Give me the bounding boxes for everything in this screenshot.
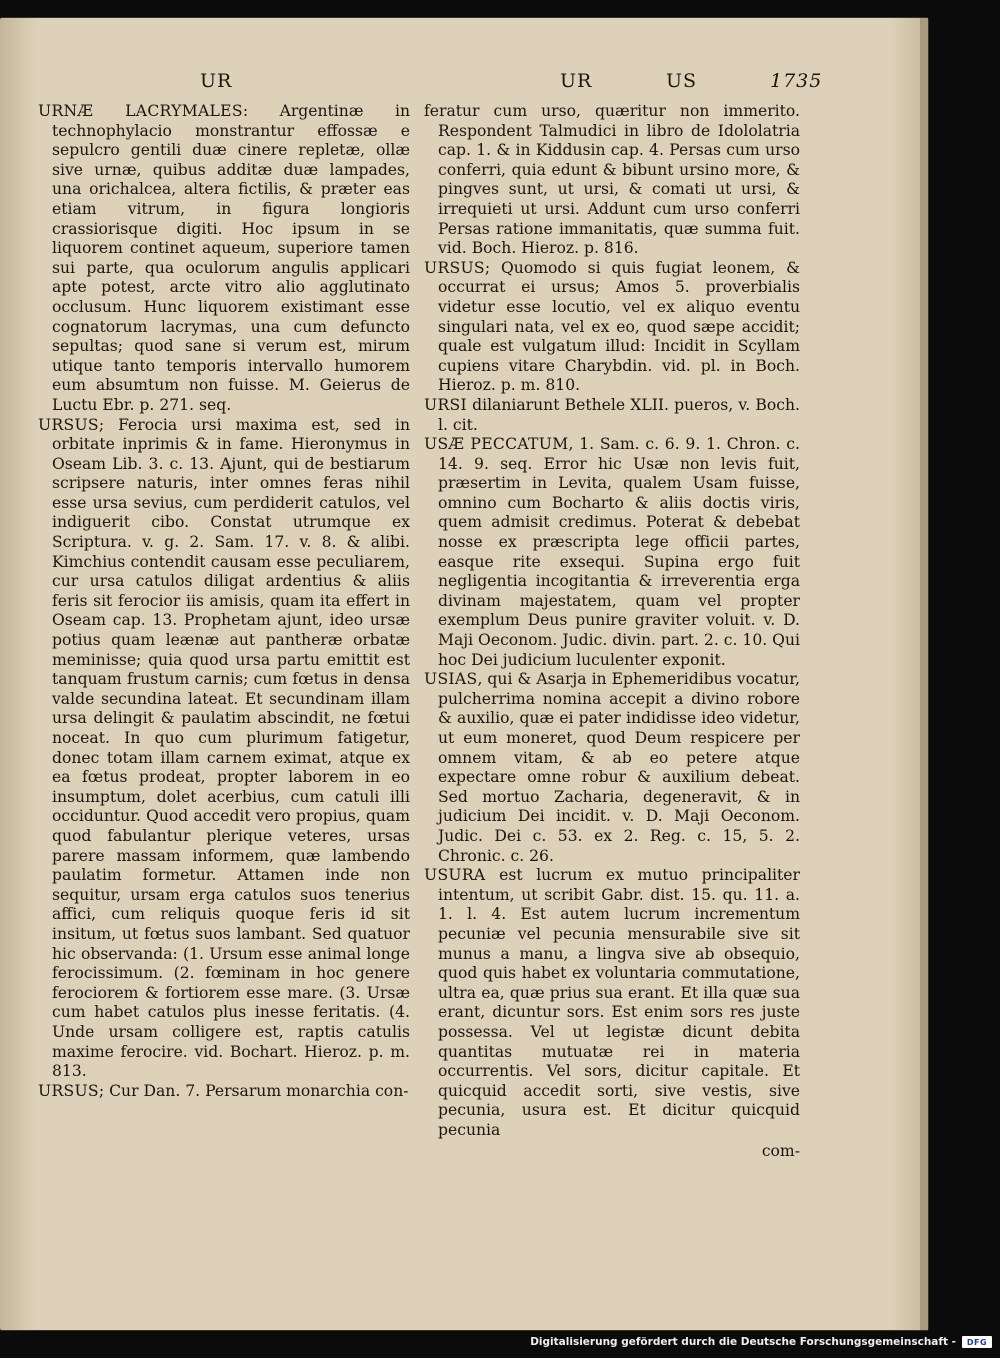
header-right-first: UR (560, 70, 593, 92)
entry-lemma: URSUS (424, 258, 485, 277)
header-left: UR (200, 70, 233, 92)
entry (38, 416, 410, 1082)
entry-text: ; Quomodo si quis fugiat leonem, & occurrat ei ursus; Amos 5. proverbialis videtur esse locutio, vel ex aliquo eventu singulari nata, vel ex eo, quod sæpe accidit; quale est vulgatum illud: Incidit in Scyllam cupiens vitare Charybdin. vid. pl. in Boch. Hieroz. p. m. 810. (438, 258, 800, 395)
entry-lemma: USURA (424, 866, 486, 885)
page-number: 1735 (770, 70, 823, 92)
entry-text: , 1. Sam. c. 6. 9. 1. Chron. c. 14. 9. seq. Error hic Usæ non levis fuit, præsertim in Levita, qualem Usam fuisse, omnino cum Bocharto & aliis doctis viris, quem admisit credimus. Poterat & debebat nosse ex præscripta lege officii partes, easque rite exsequi. Supina ergo fuit negligentia incogitantia & irreverentia erga divinam majestatem, quam vel propter exemplum Deus punire graviter voluit. v. D. Maji Oeconom. Judic. divin. part. 2. c. 10. Qui hoc Dei judicium luculenter exponit. (438, 435, 800, 669)
left-column (38, 102, 410, 1101)
catchword: com- (761, 1142, 800, 1161)
entry (424, 396, 800, 435)
entry (424, 259, 800, 396)
entry-lemma: URNÆ LACRYMALES (38, 102, 243, 120)
dfg-logo-icon (962, 1336, 992, 1348)
page-edge (920, 18, 928, 1330)
entry (424, 670, 800, 866)
entry-lemma: URSUS (38, 415, 99, 434)
entry-text: dilaniarunt Bethele XLII. pueros, v. Boch. l. cit. (438, 395, 800, 434)
entry-text: , qui & Asarja in Ephemeridibus vocatur, pulcherrima nomina accepit a divino robore & auxilio, quæ ei pater indidisse ideo videtur, ut eum moneret, quod Deum respicere per omnem vitam, & ab eo petere atque expectare omne robur & auxilium debeat. Sed mortuo Zacharia, degeneravit, & in judicium Dei incidit. v. D. Maji Oeconom. Judic. Dei c. 53. ex 2. Reg. c. 15, 5. 2. Chronic. c. 26. (438, 670, 800, 865)
entry-text: ; Ferocia ursi maxima est, sed in orbitate inprimis & in fame. Hieronymus in Oseam Lib. 3. c. 13. Ajunt, qui de bestiarum scripsere naturis, inter omnes feras nihil esse ursa sevius, cum perdiderit catulos, vel indiguerit cibo. Constat utrumque ex Scriptura. v. g. 2. Sam. 17. v. 8. & alibi. Kimchius contendit causam esse peculiarem, cur ursa catulos diligat ardentius & aliis feris sit ferocior iis amisis, quam ita effert in Oseam cap. 13. Prophetam ajunt, ideo ursæ potius quam leænæ aut pantheræ orbatæ meminisse; quia quod ursa partu emittit est tanquam frustum carnis; cum fœtus in densa valde secundina lateat. Et secundinam illam ursa delingit & paulatim abscindit, ne fœtui noceat. In quo cum plurimum fatigetur, donec totam illam carnem eximat, atque ex ea fœtus prodeat, propter laborem in eo insumptum, dolet acerbius, cum catuli illi occiduntur. Quod accedit vero propius, quam quod fabulantur plerique veteres, ursas parere massam informem, quæ lambendo paulatim formetur. Attamen inde non sequitur, ursam erga catulos suos tenerius affici, cum reliquis quoque feris id sit insitum, ut fœtus suos lambant. Sed quatuor hic observanda: (1. Ursum esse animal longe ferocissimum. (2. fœminam in hoc genere ferociorem & fortiorem esse mare. (3. Ursæ cum habet catulos plus inesse feritatis. (4. Unde ursam colligere est, raptis catulis maxime ferocire. vid. Bochart. Hieroz. p. m. 813. (52, 415, 410, 1081)
entry (38, 1082, 410, 1102)
entry-text: : Argentinæ in technophylacio monstrantur effossæ e sepulcro gentili duæ cinere repletæ, ollæ sive urnæ, quibus additæ duæ lampades, una orichalcea, altera fictilis, & præter eas etiam vitrum, in figura longioris crassiorisque digiti. Hoc ipsum in se liquorem continet aqueum, superiore tamen sui parte, qua oculorum angulis applicari apte potest, arcte vitro alio agglutinato occlusum. Hunc liquorem existimant esse cognatorum lacrymas, una cum defuncto sepultas; quod sane si verum est, mirum utique tanto temporis intervallo humorem eum absumtum non fuisse. M. Geierus de Luctu Ebr. p. 271. seq. (52, 102, 410, 414)
entry (424, 866, 800, 1140)
entry-lemma: USIAS (424, 670, 478, 689)
footer-credit: Digitalisierung gefördert durch die Deutsche Forschungsgemeinschaft - (530, 1336, 956, 1348)
entry-text: ; Cur Dan. 7. Persarum monarchia con- (98, 1081, 409, 1100)
entry (38, 102, 410, 416)
entry-lemma: USÆ PECCATUM (424, 435, 569, 454)
running-header (0, 70, 928, 100)
dfg-logo-text: DFG (966, 1337, 988, 1347)
digitization-footer (530, 1334, 992, 1350)
entry-lemma: URSI (424, 395, 467, 414)
entry-lemma: URSUS (38, 1081, 99, 1100)
header-right-second: US (666, 70, 698, 92)
entry-continuation (424, 102, 800, 259)
book-page (0, 18, 928, 1330)
entry-text: feratur cum urso, quæritur non immerito. Respondent Talmudici in libro de Idololatria cap. 1. & in Kiddusin cap. 4. Persas cum urso conferri, quia edunt & bibunt ursino more, & pingves sunt, ut ursi, & comati ut ursi, & irrequieti ut ursi. Addunt cum urso conferri Persas ratione immanitatis, quæ summa fuit. vid. Boch. Hieroz. p. 816. (424, 102, 800, 258)
right-column (424, 102, 800, 1162)
entry (424, 435, 800, 670)
entry-text: est lucrum ex mutuo principaliter intentum, ut scribit Gabr. dist. 15. qu. 11. a. 1. l. 4. Est autem lucrum incrementum pecuniæ vel pecunia mensurabile sive sit munus a manu, a lingva sive ab obsequio, quod quis habet ex voluntaria commutatione, ultra ea, quæ prius sua erant. Et illa quæ sua erant, dicuntur sors. Est enim sors res juste possessa. Vel ut legistæ dicunt debita quantitas mutuatæ rei in materia occurrentis. Vel sors, dicitur capitale. Et quicquid accedit sorti, sive vestis, sive pecunia, usura est. Et dicitur quicquid pecunia (438, 866, 800, 1139)
